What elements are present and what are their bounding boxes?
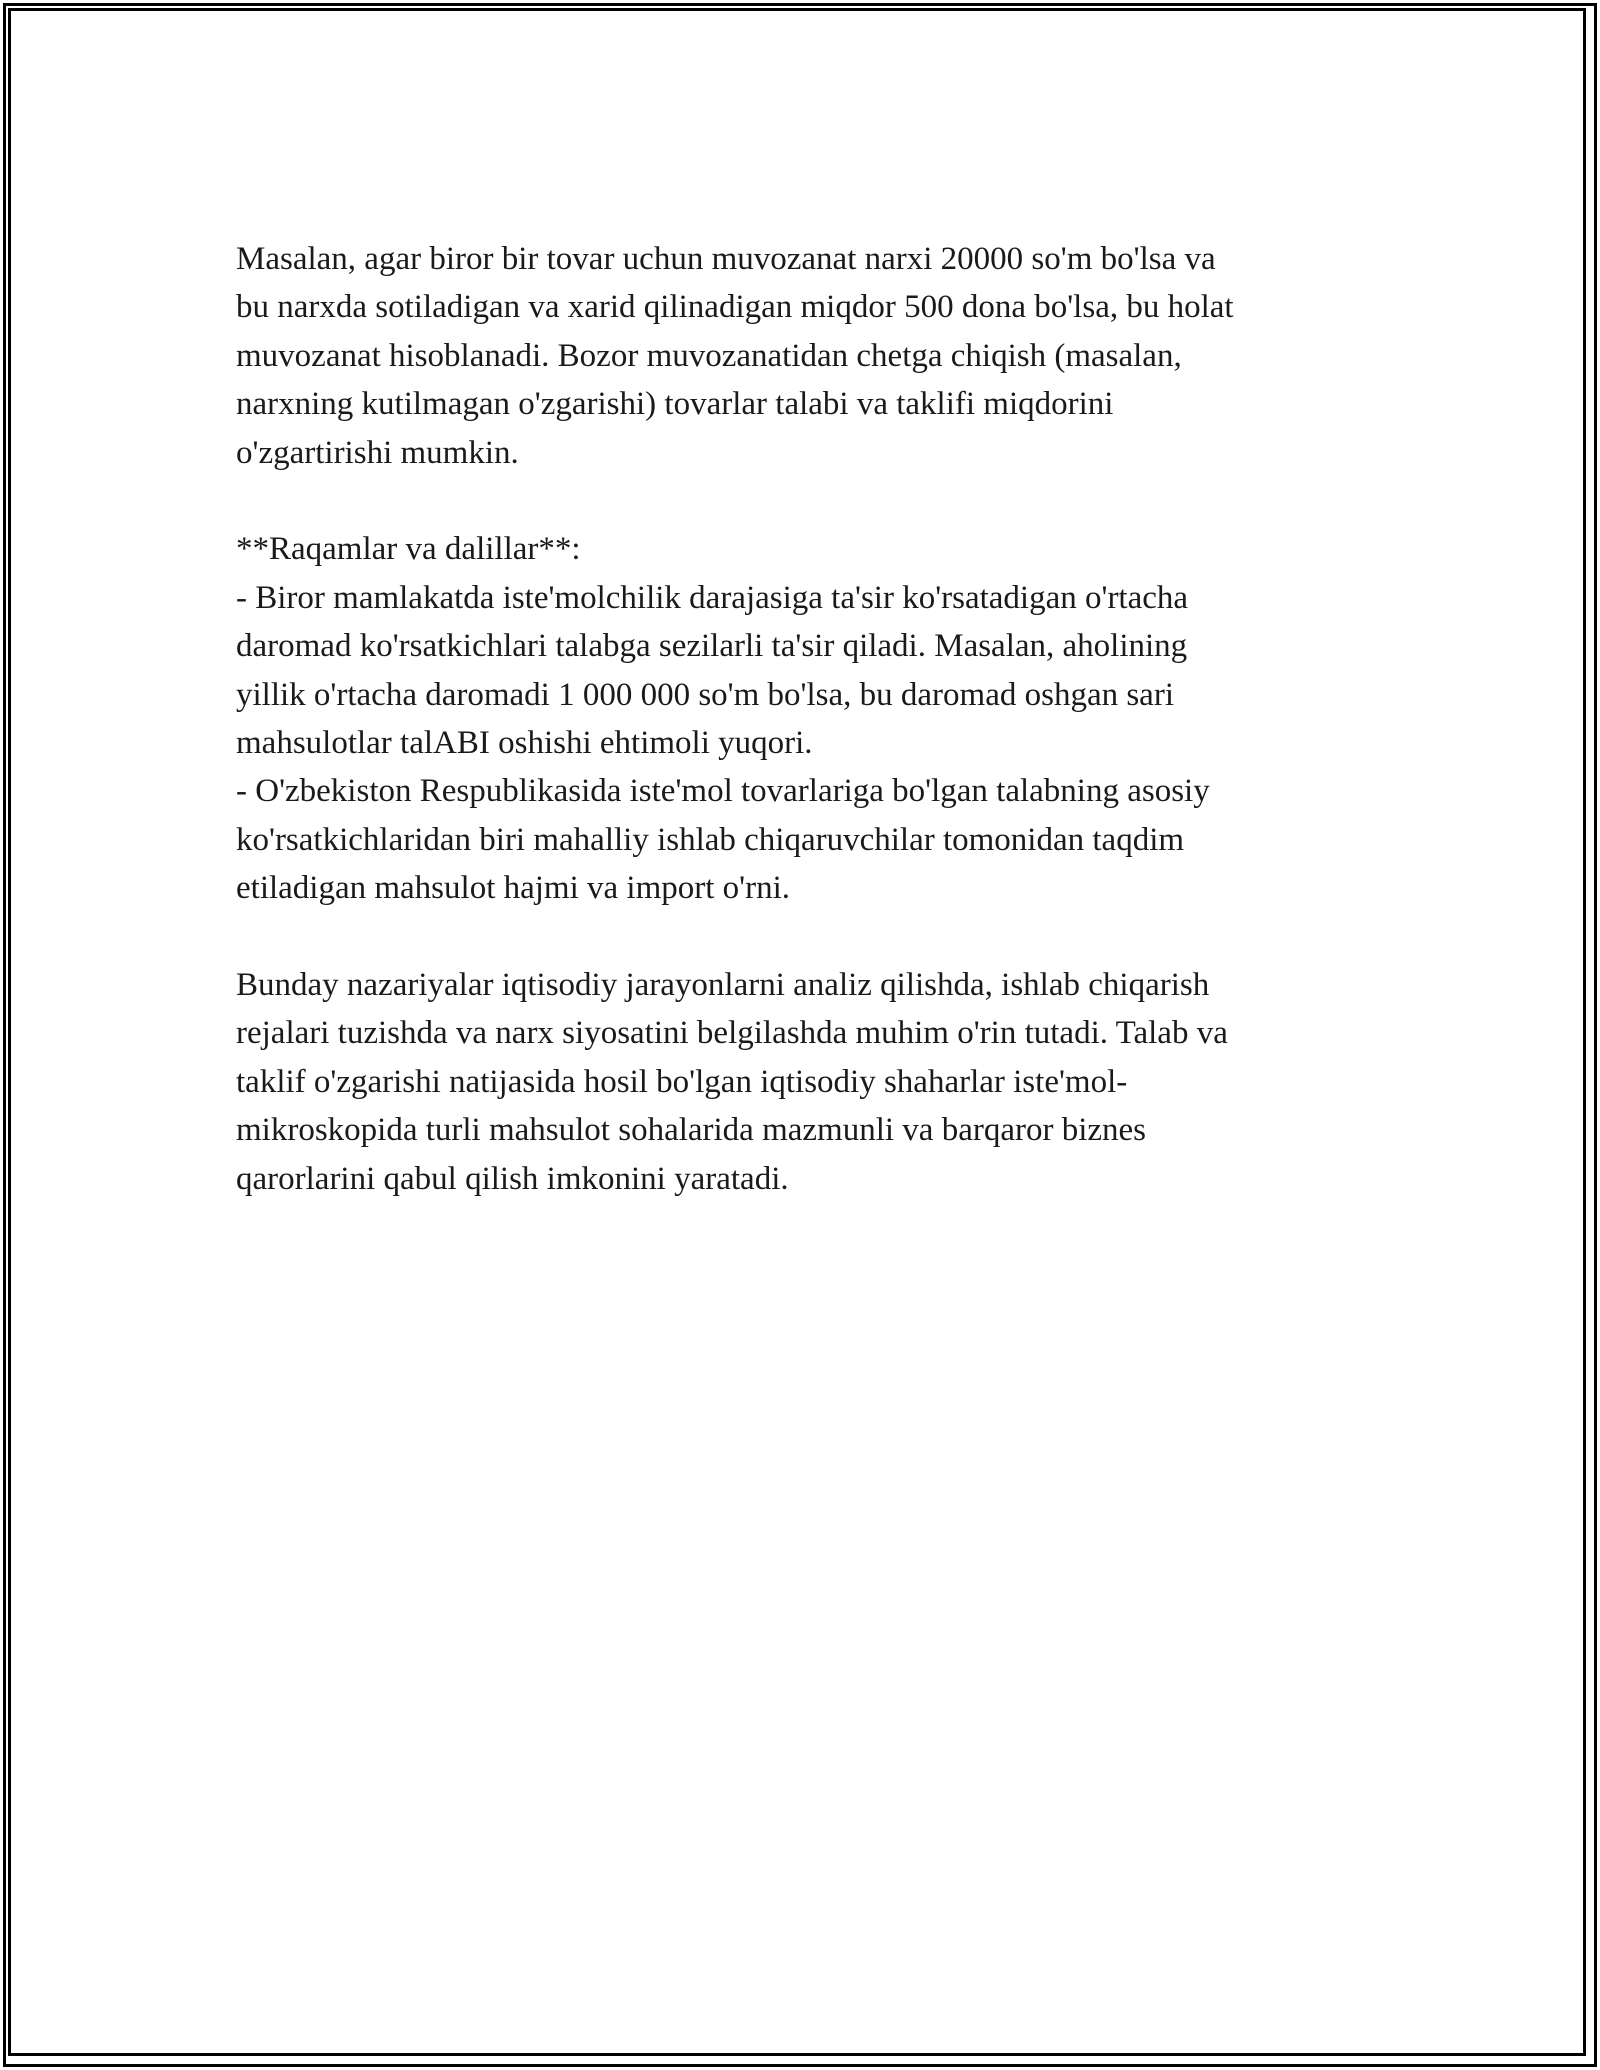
paragraph-equilibrium-example (236, 235, 1366, 477)
paragraph-facts-and-figures (236, 525, 1366, 912)
text-line: - Biror mamlakatda iste'molchilik darajasiga ta'sir ko'rsatadigan o'rtacha (236, 579, 1189, 616)
text-line: Masalan, agar biror bir tovar uchun muvozanat narxi 20000 so'm bo'lsa va (236, 241, 1216, 277)
text-line: taklif o'zgarishi natijasida hosil bo'lgan iqtisodiy shaharlar iste'mol- (236, 1063, 1128, 1100)
text-line: o'zgartirishi mumkin. (236, 434, 519, 471)
paragraph-conclusion (236, 961, 1366, 1203)
text-line: qarorlarini qabul qilish imkonini yaratadi. (236, 1160, 789, 1197)
text-line: mahsulotlar talABI oshishi ehtimoli yuqori. (236, 725, 813, 762)
section-heading: **Raqamlar va dalillar**: (236, 531, 581, 568)
text-line: ko'rsatkichlaridan biri mahalliy ishlab chiqaruvchilar tomonidan taqdim (236, 821, 1185, 858)
text-line: - O'zbekiston Respublikasida iste'mol tovarlariga bo'lgan talabning asosiy (236, 773, 1210, 810)
document-body (236, 235, 1366, 1251)
text-line: mikroskopida turli mahsulot sohalarida mazmunli va barqaror biznes (236, 1112, 1147, 1149)
text-line: rejalari tuzishda va narx siyosatini belgilashda muhim o'rin tutadi. Talab va (236, 1015, 1228, 1052)
text-line: yillik o'rtacha daromadi 1 000 000 so'm bo'lsa, bu daromad oshgan sari (236, 676, 1174, 713)
text-line: bu narxda sotiladigan va xarid qilinadigan miqdor 500 dona bo'lsa, bu holat (236, 289, 1234, 326)
text-line: etiladigan mahsulot hajmi va import o'rni. (236, 870, 791, 907)
text-line: daromad ko'rsatkichlari talabga sezilarli ta'sir qiladi. Masalan, aholining (236, 628, 1188, 665)
text-line: narxning kutilmagan o'zgarishi) tovarlar talabi va taklifi miqdorini (236, 386, 1114, 423)
text-line: muvozanat hisoblanadi. Bozor muvozanatidan chetga chiqish (masalan, (236, 337, 1182, 374)
text-line: Bunday nazariyalar iqtisodiy jarayonlarni analiz qilishda, ishlab chiqarish (236, 967, 1210, 1004)
